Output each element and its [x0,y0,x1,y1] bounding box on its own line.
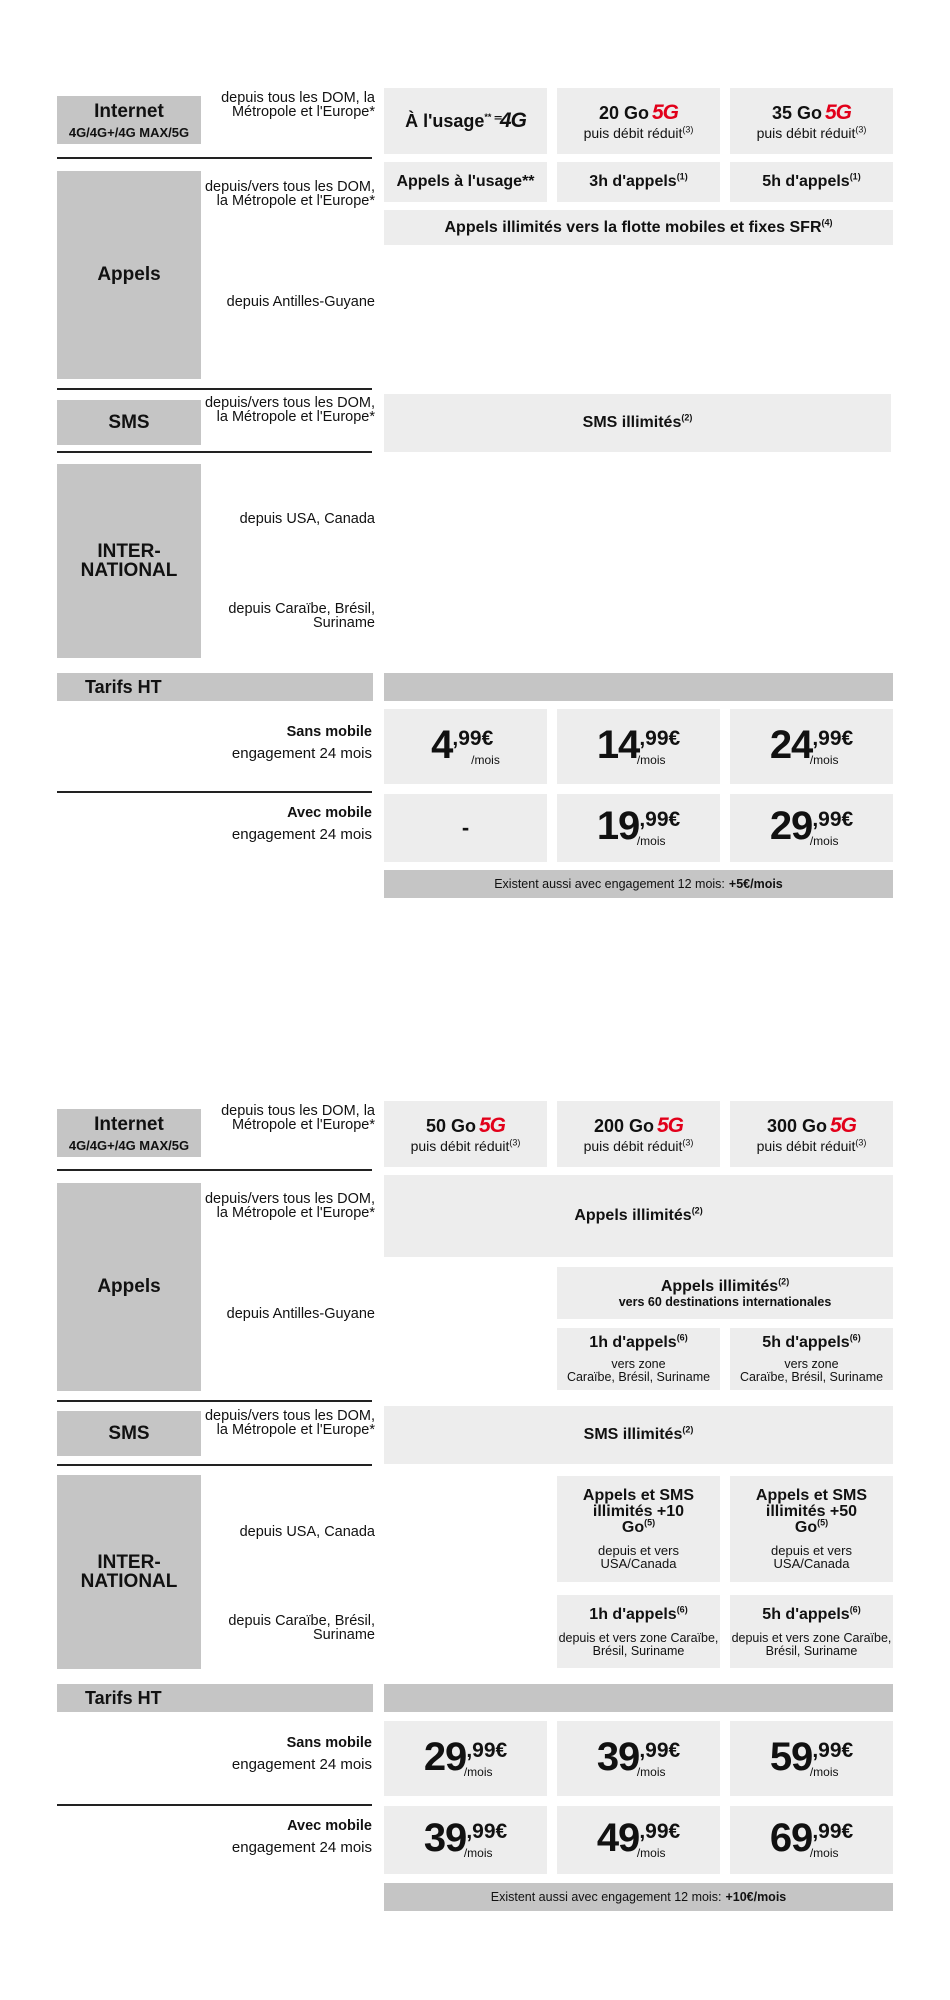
price-label-sans-mobile: Sans mobile engagement 24 mois [231,724,372,762]
sms-title: SMS [108,411,150,433]
price-cell: 29,99€ /mois [730,794,893,862]
sms-description: depuis/vers tous les DOM, la Métropole et l'Europe* [204,1408,375,1438]
divider [57,451,372,453]
internet-cell-20go: 20 Go 5G puis débit réduit$^{(3)}$ [557,88,720,154]
international-category [57,464,201,658]
internet-35go-label: 35 Go [771,103,822,123]
appels-description-1: depuis/vers tous les DOM, la Métropole et l'Europe* [204,179,375,209]
international-title: INTER-NATIONAL [80,541,178,581]
engagement-note: Existent aussi avec engagement 12 mois: +5€/mois [384,870,893,898]
appels-cell-flotte: Appels illimités vers la flotte mobiles et fixes SFR$^{(4)}$ [384,210,893,245]
divider [57,1804,372,1806]
internet-20go-label: 20 Go [598,103,649,123]
5g-logo: 5G [652,101,679,124]
divider [57,1400,372,1402]
divider [57,157,372,159]
5g-logo: 5G [830,1114,857,1137]
tarifs-header-bar [384,1684,893,1712]
internet-cell-200go: 200 Go 5G puis débit réduit$^{(3)}$ [557,1101,720,1167]
price-label-avec-mobile: Avec mobile engagement 24 mois [231,1818,372,1856]
price-cell: 4,99€ /mois [384,709,547,784]
internet-cell-usage: À l'usage** ⁼4G [384,88,547,154]
price-label-avec-mobile: Avec mobile engagement 24 mois [231,805,372,843]
international-description-2: depuis Caraïbe, Brésil, Suriname [228,601,375,631]
appels-description-1: depuis/vers tous les DOM, la Métropole et l'Europe* [204,1191,375,1221]
divider [57,388,372,390]
internet-cell-50go: 50 Go 5G puis débit réduit$^{(3)}$ [384,1101,547,1167]
internet-subtitle: 4G/4G+/4G MAX/5G [68,1137,190,1153]
4g-logo: 4G [499,109,526,132]
appels-illimites-cell: Appels illimités$^{(2)}$ [384,1175,893,1257]
tarifs-header: Tarifs HT [57,673,373,701]
international-description-1: depuis USA, Canada [239,511,375,527]
price-cell: 39,99€ /mois [557,1721,720,1796]
appels-flotte-label: Appels illimités vers la flotte mobiles et fixes SFR [444,218,822,236]
sms-description: depuis/vers tous les DOM, la Métropole et l'Europe* [204,395,375,425]
internet-description: depuis tous les DOM, la Métropole et l'Europe* [221,1103,375,1133]
appels-category: Appels [57,1183,201,1391]
intl-usa-50go-cell: Appels et SMS illimités +50 Go$^{(5)}$ depuis et vers USA/Canada [730,1476,893,1582]
sms-cell: SMS illimités$^{(2)}$ [384,394,891,452]
appels-cell-3h: 3h d'appels$^{(1)}$ [557,162,720,202]
appels-title: Appels [97,264,161,285]
appels-3h-label: 3h d'appels [589,173,677,190]
price-cell: 69,99€ /mois [730,1806,893,1874]
price-cell [384,794,547,862]
divider [57,1169,372,1171]
sms-category: SMS [57,1411,201,1456]
international-description-2: depuis Caraïbe, Brésil, Suriname [228,1613,375,1643]
intl-usa-10go-cell: Appels et SMS illimités +10 Go$^{(5)}$ depuis et vers USA/Canada [557,1476,720,1582]
5g-logo: 5G [825,101,852,124]
appels-60-destinations-cell: Appels illimités$^{(2)}$ vers 60 destinations internationales [557,1267,893,1319]
appels-cell-usage [384,162,547,202]
international-category: INTER-NATIONAL [57,1475,201,1669]
intl-caraibe-1h-cell: 1h d'appels$^{(6)}$ depuis et vers zone Caraïbe, Brésil, Suriname [557,1595,720,1668]
divider [57,1464,372,1466]
internet-category [57,1109,201,1157]
internet-usage-label: À l'usage [405,111,485,131]
5g-logo: 5G [479,1114,506,1137]
appels-1h-zone-cell: 1h d'appels$^{(6)}$ vers zone Caraïbe, Brésil, Suriname [557,1328,720,1390]
appels-description-2: depuis Antilles-Guyane [226,294,375,310]
price-cell: 19,99€ /mois [557,794,720,862]
tarifs-header: Tarifs HT [57,1684,373,1712]
price-label-sans-mobile: Sans mobile engagement 24 mois [231,1735,372,1773]
appels-usage-label: Appels à l'usage** [396,173,535,190]
appels-5h-label: 5h d'appels [762,173,850,190]
price-cell: 49,99€ /mois [557,1806,720,1874]
appels-cell-5h: 5h d'appels$^{(1)}$ [730,162,893,202]
appels-5h-zone-cell: 5h d'appels$^{(6)}$ vers zone Caraïbe, Brésil, Suriname [730,1328,893,1390]
internet-title: Internet [94,1113,164,1135]
internet-cell-300go: 300 Go 5G puis débit réduit$^{(3)}$ [730,1101,893,1167]
price-cell: 39,99€ /mois [384,1806,547,1874]
price-cell: 14,99€ /mois [557,709,720,784]
internet-title: Internet [94,100,164,122]
price-none-dash: - [461,815,470,840]
appels-description-2: depuis Antilles-Guyane [226,1306,375,1322]
divider [57,791,372,793]
sms-cell: SMS illimités$^{(2)}$ [384,1406,893,1464]
price-cell: 59,99€ /mois [730,1721,893,1796]
internet-cell-35go: 35 Go 5G puis débit réduit$^{(3)}$ [730,88,893,154]
internet-category [57,96,201,144]
sms-category [57,400,201,445]
debit-reduit-label: puis débit réduit [583,125,683,141]
internet-description: depuis tous les DOM, la Métropole et l'Europe* [221,90,375,120]
price-cell: 24,99€ /mois [730,709,893,784]
debit-reduit-label: puis débit réduit [756,125,856,141]
5g-logo: 5G [657,1114,684,1137]
intl-caraibe-5h-cell: 5h d'appels$^{(6)}$ depuis et vers zone Caraïbe, Brésil, Suriname [730,1595,893,1668]
sms-illimites-label: SMS illimités [582,414,682,431]
internet-subtitle: 4G/4G+/4G MAX/5G [68,124,190,140]
tarifs-header-bar [384,673,893,701]
appels-category [57,171,201,379]
speed-lines-icon: ⁼ [493,111,500,131]
price-cell: 29,99€ /mois [384,1721,547,1796]
international-description-1: depuis USA, Canada [239,1524,375,1540]
engagement-note: Existent aussi avec engagement 12 mois: +10€/mois [384,1883,893,1911]
